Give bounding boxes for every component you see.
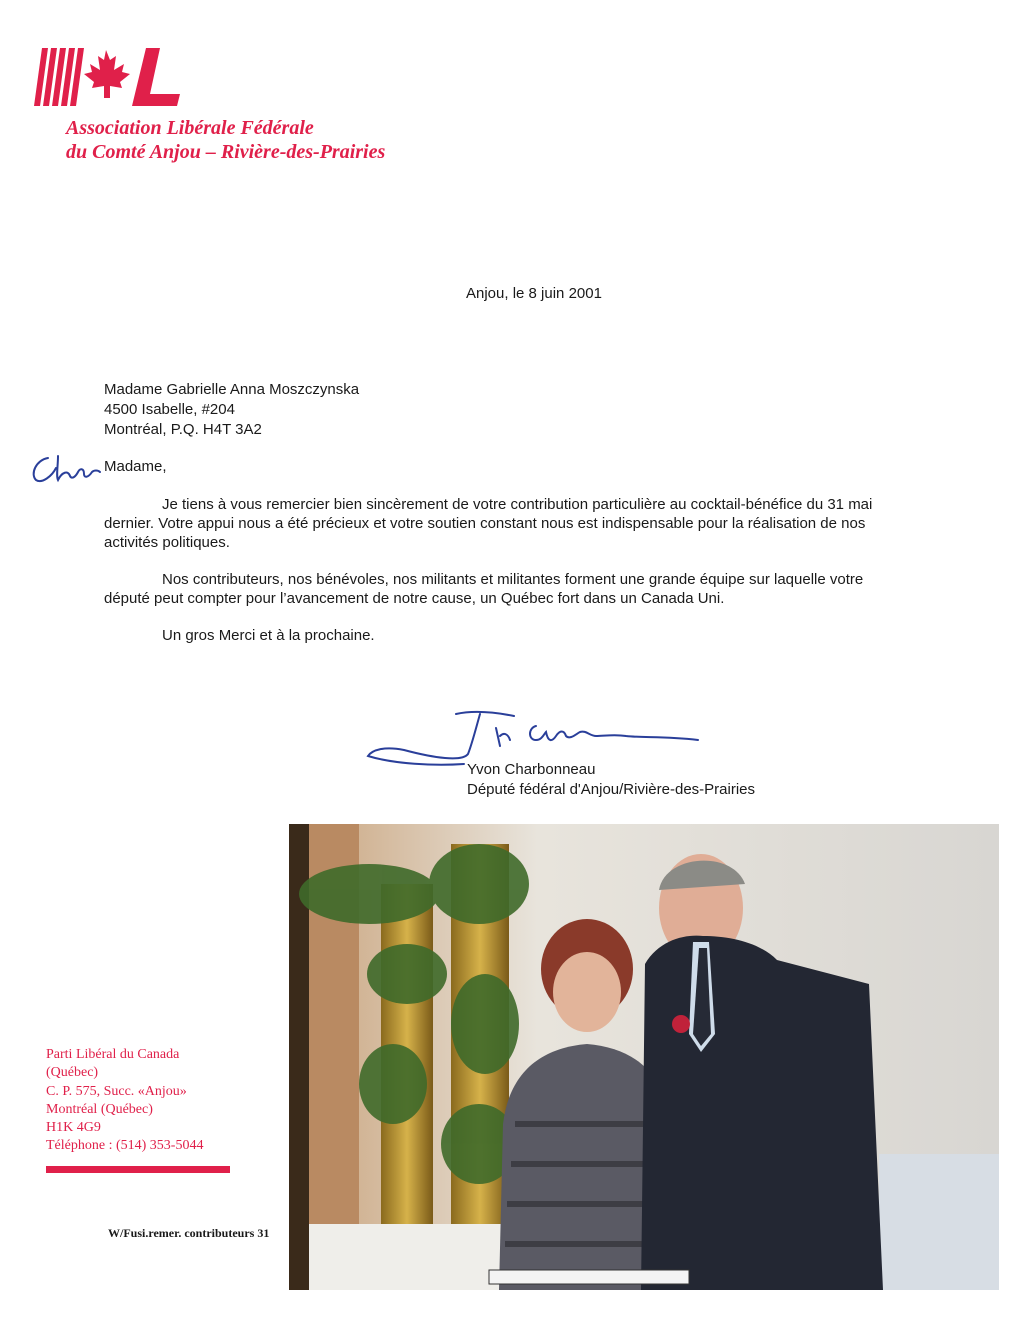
recipient-street: 4500 Isabelle, #204 <box>104 401 235 418</box>
association-line-2: du Comté Anjou – Rivière-des-Prairies <box>66 141 386 163</box>
paragraph-closing: Un gros Merci et à la prochaine. <box>162 627 375 644</box>
recipient-city: Montréal, P.Q. H4T 3A2 <box>104 421 262 438</box>
file-reference: W/Fusi.remer. contributeurs 31 <box>108 1226 270 1240</box>
party-divider <box>46 1166 230 1173</box>
event-photo <box>289 824 999 1290</box>
party-po-box: C. P. 575, Succ. «Anjou» <box>46 1083 187 1099</box>
paragraph-team: Nos contributeurs, nos bénévoles, nos militants et militantes forment une grande équipe sur laquelle votre député peut compter pour l’avancement de notre cause, un Québec fort dans un Canada Uni. <box>104 571 864 607</box>
salutation: Madame, <box>104 458 167 475</box>
party-name: Parti Libéral du Canada <box>46 1047 180 1062</box>
party-address <box>46 1046 203 1156</box>
signer-title: Député fédéral d'Anjou/Rivière-des-Prairies <box>467 781 756 798</box>
party-logo <box>34 44 184 108</box>
party-phone: Téléphone : (514) 353-5044 <box>46 1138 204 1154</box>
signer-block <box>467 760 755 800</box>
association-line-1: Association Libérale Fédérale <box>66 117 314 139</box>
recipient-name: Madame Gabrielle Anna Moszczynska <box>104 381 360 398</box>
association-name <box>66 116 385 164</box>
letter-body <box>104 495 904 663</box>
party-province: (Québec) <box>46 1065 99 1081</box>
party-postal-code: H1K 4G9 <box>46 1120 101 1136</box>
recipient-address <box>104 380 359 440</box>
signer-name: Yvon Charbonneau <box>467 761 596 778</box>
party-city: Montréal (Québec) <box>46 1101 153 1117</box>
letter-date: Anjou, le 8 juin 2001 <box>466 285 602 302</box>
handwritten-initial <box>28 448 108 488</box>
paragraph-thanks: Je tiens à vous remercier bien sincèrement de votre contribution particulière au cocktail-bénéfice du 31 mai dernier. Votre appui nous a été précieux et votre soutien constant nous est indispensable pour la réalisation de nos activités politiques. <box>104 496 873 551</box>
